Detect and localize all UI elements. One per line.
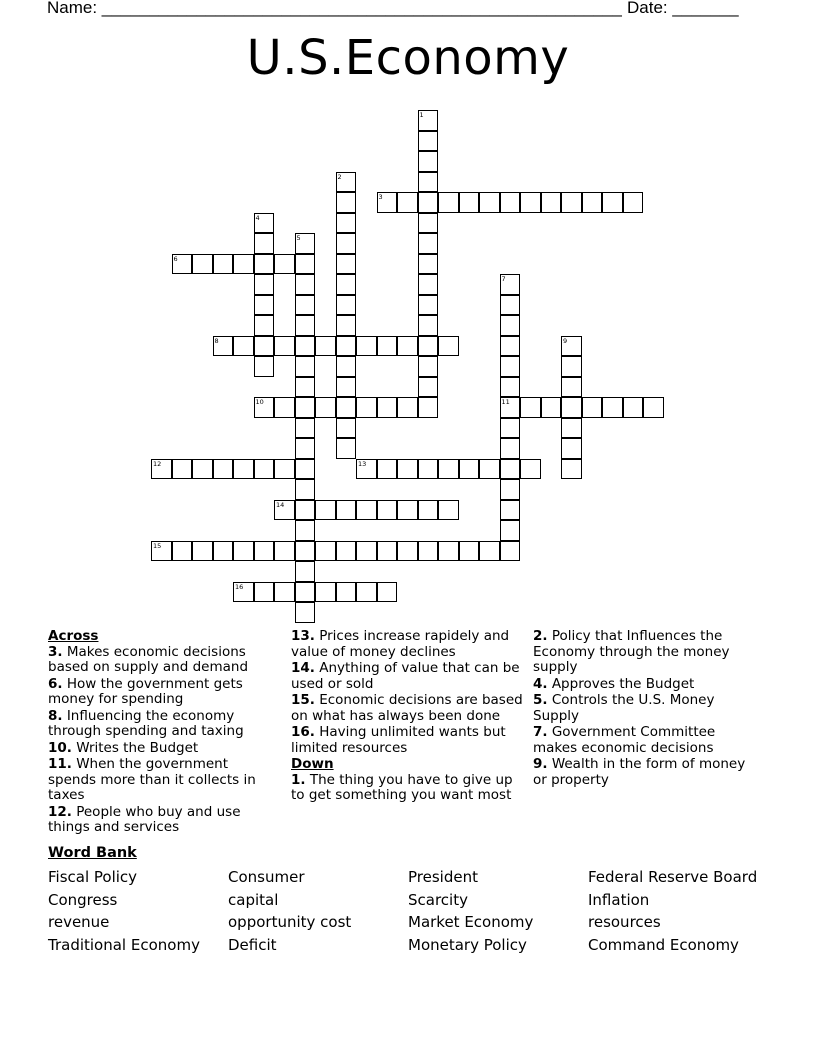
down-heading: Down (291, 756, 334, 772)
clue-number: 11 (501, 398, 510, 406)
grid-cell (192, 541, 213, 562)
grid-cell (315, 500, 336, 521)
grid-cell (172, 541, 193, 562)
word-bank-item: Market Economy (408, 913, 534, 932)
clue-number: 1 (419, 111, 424, 119)
grid-cell (295, 315, 316, 336)
grid-cell (479, 459, 500, 480)
grid-cell (438, 192, 459, 213)
grid-cell (377, 541, 398, 562)
grid-cell (274, 541, 295, 562)
grid-cell (541, 397, 562, 418)
grid-cell (520, 397, 541, 418)
grid-cell (315, 582, 336, 603)
word-bank-item: President (408, 868, 478, 886)
grid-cell (315, 541, 336, 562)
grid-cell (274, 582, 295, 603)
across-clue: 16. Having unlimited wants but limited resources (291, 724, 506, 756)
grid-cell (254, 541, 275, 562)
clue-column-3 (533, 629, 763, 789)
grid-cell (336, 418, 357, 439)
grid-cell (418, 172, 439, 193)
grid-cell (418, 233, 439, 254)
grid-cell (582, 397, 603, 418)
grid-cell (295, 561, 316, 582)
grid-cell (254, 254, 275, 275)
across-clue: 13. Prices increase rapidely and value of money declines (291, 628, 510, 660)
grid-cell (377, 459, 398, 480)
down-clue: 9. Wealth in the form of money or property (533, 756, 746, 788)
grid-cell (500, 336, 521, 357)
clue-number: 6 (173, 254, 178, 263)
grid-cell (192, 254, 213, 275)
grid-cell (336, 356, 357, 377)
word-bank-item: Command Economy (588, 936, 739, 955)
across-clue: 15. Economic decisions are based on what has always been done (291, 692, 523, 724)
grid-cell (479, 541, 500, 562)
grid-cell (213, 541, 234, 562)
grid-cell (295, 602, 316, 623)
clue-number: 5 (296, 234, 301, 242)
grid-cell (500, 520, 521, 541)
grid-cell (213, 459, 234, 480)
grid-cell (336, 541, 357, 562)
clue-number: 14 (276, 500, 285, 509)
grid-cell (336, 397, 357, 418)
grid-cell (356, 397, 377, 418)
grid-cell (623, 397, 644, 418)
grid-cell (520, 459, 541, 480)
word-bank-item: Consumer (228, 868, 305, 886)
grid-cell (295, 459, 316, 480)
grid-cell (418, 315, 439, 336)
grid-cell (336, 192, 357, 213)
grid-cell (602, 192, 623, 213)
word-bank-item: Congress (48, 890, 118, 909)
down-clue: 4. Approves the Budget (533, 675, 695, 692)
clue-number: 4 (255, 213, 260, 222)
down-clue: 5. Controls the U.S. Money Supply (533, 692, 715, 724)
across-clue: 6. How the government gets money for spending (48, 675, 243, 707)
grid-cell (561, 192, 582, 213)
grid-cell (295, 356, 316, 377)
word-bank-item: Scarcity (408, 890, 468, 909)
grid-cell (418, 541, 439, 562)
clue-number: 9 (563, 336, 568, 345)
grid-cell (274, 397, 295, 418)
clue-number: 7 (501, 275, 506, 283)
grid-cell (274, 459, 295, 480)
grid-cell (500, 295, 521, 316)
clue-column-2 (291, 629, 523, 805)
grid-cell (254, 233, 275, 254)
down-clue: 2. Policy that Influences the Economy through the money supply (533, 628, 730, 675)
grid-cell (356, 541, 377, 562)
grid-cell (397, 541, 418, 562)
grid-cell (233, 336, 254, 357)
clue-number: 15 (153, 541, 162, 550)
across-clue: 14. Anything of value that can be used or sold (291, 660, 520, 692)
grid-cell (438, 459, 459, 480)
grid-cell (295, 479, 316, 500)
grid-cell (520, 192, 541, 213)
grid-cell (295, 520, 316, 541)
grid-cell (500, 315, 521, 336)
grid-cell (295, 377, 316, 398)
clue-number: 2 (337, 172, 342, 181)
clue-number: 10 (255, 398, 264, 406)
grid-cell (500, 500, 521, 521)
grid-cell (582, 192, 603, 213)
grid-cell (254, 315, 275, 336)
grid-cell (295, 274, 316, 295)
grid-cell (479, 192, 500, 213)
grid-cell (295, 582, 316, 603)
across-clue: 10. Writes the Budget (48, 739, 199, 756)
grid-cell (418, 377, 439, 398)
grid-cell (561, 397, 582, 418)
grid-cell (459, 541, 480, 562)
page-title: U.S.Economy (246, 30, 570, 86)
grid-cell (254, 459, 275, 480)
grid-cell (397, 397, 418, 418)
grid-cell (438, 541, 459, 562)
grid-cell (418, 192, 439, 213)
grid-cell (336, 315, 357, 336)
grid-cell (438, 500, 459, 521)
word-bank-item: Inflation (588, 890, 650, 909)
clue-number: 13 (358, 459, 367, 468)
grid-cell (295, 418, 316, 439)
grid-cell (418, 500, 439, 521)
grid-cell (500, 418, 521, 439)
grid-cell (315, 397, 336, 418)
grid-cell (233, 254, 254, 275)
grid-cell (561, 438, 582, 459)
grid-cell (418, 336, 439, 357)
down-clue: 7. Government Committee makes economic decisions (533, 724, 716, 756)
clue-number: 3 (378, 193, 383, 201)
grid-cell (561, 356, 582, 377)
grid-cell (397, 192, 418, 213)
across-clue: 12. People who buy and use things and services (48, 803, 241, 835)
grid-cell (459, 459, 480, 480)
grid-cell (254, 336, 275, 357)
word-bank-item: Monetary Policy (408, 936, 527, 955)
word-bank-title: Word Bank (48, 845, 137, 861)
grid-cell (295, 295, 316, 316)
clue-number: 16 (235, 582, 244, 591)
grid-cell (254, 582, 275, 603)
grid-cell (438, 336, 459, 357)
grid-cell (377, 500, 398, 521)
across-clue: 3. Makes economic decisions based on supply and demand (48, 643, 249, 675)
clue-number: 12 (153, 459, 162, 468)
grid-cell (377, 397, 398, 418)
grid-cell (172, 459, 193, 480)
grid-cell (254, 274, 275, 295)
grid-cell (315, 336, 336, 357)
grid-cell (336, 377, 357, 398)
across-clue: 11. When the government spends more than it collects in taxes (48, 756, 256, 803)
date-field: Date: _______ (627, 0, 739, 17)
grid-cell (254, 295, 275, 316)
word-bank-item: revenue (48, 913, 110, 932)
grid-cell (418, 254, 439, 275)
grid-cell (254, 356, 275, 377)
grid-cell (500, 541, 521, 562)
grid-cell (336, 336, 357, 357)
word-bank-item: resources (588, 913, 661, 932)
grid-cell (295, 438, 316, 459)
grid-cell (418, 295, 439, 316)
grid-cell (500, 192, 521, 213)
grid-cell (356, 582, 377, 603)
grid-cell (336, 500, 357, 521)
grid-cell (418, 397, 439, 418)
grid-cell (233, 459, 254, 480)
grid-cell (602, 397, 623, 418)
grid-cell (623, 192, 644, 213)
grid-cell (213, 254, 234, 275)
grid-cell (500, 479, 521, 500)
word-bank-item: Deficit (228, 936, 277, 955)
grid-cell (336, 438, 357, 459)
name-field: Name: _______________________________________________________ (47, 0, 622, 17)
grid-cell (336, 274, 357, 295)
word-bank-item: opportunity cost (228, 913, 352, 932)
grid-cell (295, 254, 316, 275)
word-bank-item: Traditional Economy (48, 936, 200, 955)
word-bank-item: capital (228, 890, 279, 909)
word-bank-item: Federal Reserve Board (588, 868, 758, 886)
grid-cell (397, 336, 418, 357)
grid-cell (295, 541, 316, 562)
grid-cell (459, 192, 480, 213)
grid-cell (336, 254, 357, 275)
grid-cell (643, 397, 664, 418)
down-clue: 1. The thing you have to give up to get something you want most (291, 771, 513, 803)
grid-cell (295, 500, 316, 521)
grid-cell (418, 131, 439, 152)
grid-cell (418, 356, 439, 377)
grid-cell (192, 459, 213, 480)
grid-cell (397, 500, 418, 521)
grid-cell (500, 377, 521, 398)
clue-number: 8 (214, 336, 219, 345)
grid-cell (295, 397, 316, 418)
grid-cell (356, 336, 377, 357)
grid-cell (418, 459, 439, 480)
grid-cell (418, 151, 439, 172)
grid-cell (500, 459, 521, 480)
across-heading: Across (48, 628, 99, 644)
grid-cell (233, 541, 254, 562)
clue-column-1 (48, 629, 280, 837)
grid-cell (397, 459, 418, 480)
grid-cell (561, 459, 582, 480)
grid-cell (356, 500, 377, 521)
grid-cell (561, 418, 582, 439)
grid-cell (336, 295, 357, 316)
grid-cell (500, 356, 521, 377)
grid-cell (418, 213, 439, 234)
grid-cell (377, 336, 398, 357)
grid-cell (295, 336, 316, 357)
grid-cell (274, 336, 295, 357)
word-bank-item: Fiscal Policy (48, 868, 138, 886)
grid-cell (377, 582, 398, 603)
grid-cell (561, 377, 582, 398)
grid-cell (500, 438, 521, 459)
grid-cell (418, 274, 439, 295)
grid-cell (541, 192, 562, 213)
grid-cell (274, 254, 295, 275)
grid-cell (336, 582, 357, 603)
across-clue: 8. Influencing the economy through spending and taxing (48, 707, 244, 739)
grid-cell (336, 233, 357, 254)
grid-cell (336, 213, 357, 234)
